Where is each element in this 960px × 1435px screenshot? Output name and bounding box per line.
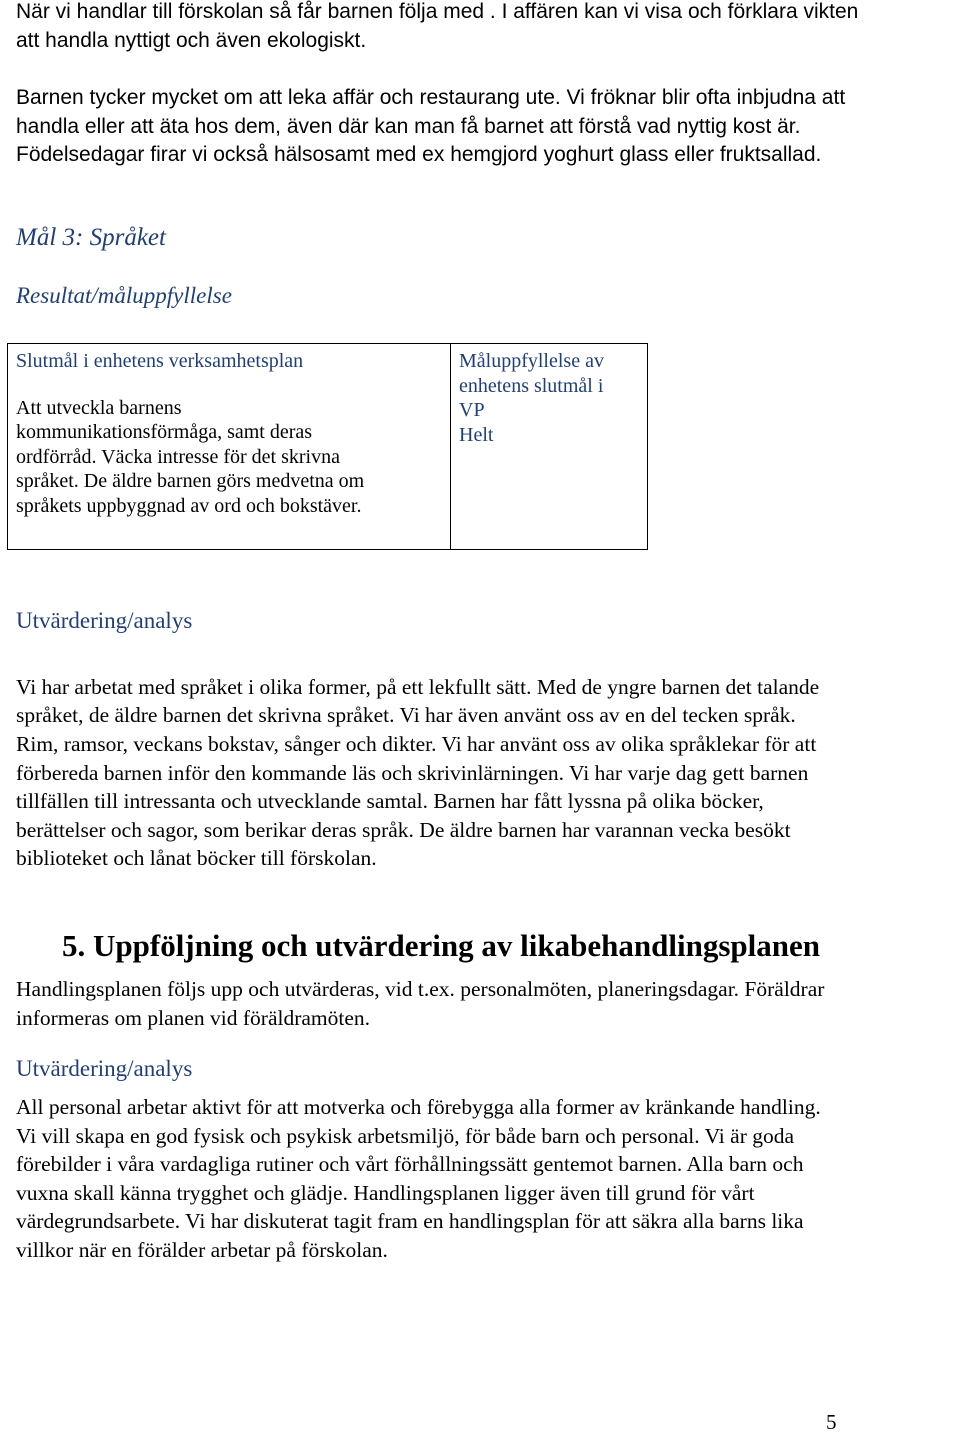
section-5-analysis-line: Vi vill skapa en god fysisk och psykisk arbetsmiljö, för både barn och personal. Vi är goda [16, 1124, 795, 1148]
section-5-analysis-heading: Utvärdering/analys [16, 1056, 193, 1081]
section-5-title: 5. Uppföljning och utvärdering av likabehandlingsplanen [62, 928, 820, 963]
section-5-analysis-line: värdegrundsarbete. Vi har diskuterat tagit fram en handlingsplan för att säkra alla barns lika [16, 1209, 804, 1233]
section-5-analysis-line: vuxna skall känna trygghet och glädje. Handlingsplanen ligger även till grund för vårt [16, 1181, 755, 1205]
goal-3-analysis-line: förbereda barnen inför den kommande läs och skrivinlärningen. Vi har varje dag gett barnen [16, 761, 809, 785]
goal-table [7, 343, 648, 550]
final-goal-line: språket. De äldre barnen görs medvetna om [16, 470, 365, 492]
column-header-final-goal: Slutmål i enhetens verksamhetsplan [16, 350, 304, 372]
section-5-intro-line: Handlingsplanen följs upp och utvärderas, vid t.ex. personalmöten, planeringsdagar. Föräldrar [16, 977, 825, 1001]
column-header-line: enhetens slutmål i [459, 374, 604, 397]
column-header-line: VP [459, 399, 485, 421]
intro-paragraph-1-line-2: att handla nyttigt och även ekologiskt. [16, 29, 367, 52]
intro-paragraph-2-line-2: handla eller att äta hos dem, även där kan man få barnet att förstå vad nyttig kost är. [16, 115, 801, 138]
final-goal-text [16, 396, 442, 519]
fulfilment-value: Helt [459, 423, 494, 446]
intro-paragraph-2-line-3: Födelsedagar firar vi också hälsosamt med ex hemgjord yoghurt glass eller fruktsallad. [16, 143, 822, 166]
goal-table-cell-fulfilment [451, 344, 648, 550]
intro-paragraph-2-line-1: Barnen tycker mycket om att leka affär och restaurang ute. Vi fröknar blir ofta inbjudna att [16, 86, 846, 109]
final-goal-line: Att utveckla barnens [16, 396, 182, 419]
page-number: 5 [826, 1410, 837, 1434]
goal-3-title: Mål 3: Språket [16, 224, 166, 251]
result-heading: Resultat/måluppfyllelse [16, 283, 232, 308]
goal-3-analysis-heading: Utvärdering/analys [16, 608, 193, 633]
column-header-line: Måluppfyllelse av [459, 350, 604, 372]
goal-3-analysis-line: Rim, ramsor, veckans bokstav, sånger och dikter. Vi har använt oss av olika språklekar för att [16, 732, 817, 756]
section-5-intro-line: informeras om planen vid föräldramöten. [16, 1006, 371, 1030]
goal-table-cell-final-goal [8, 344, 451, 550]
table-row [8, 344, 648, 550]
section-5-analysis-line: All personal arbetar aktivt för att motverka och förebygga alla former av kränkande handling. [16, 1095, 821, 1119]
goal-3-analysis-line: Vi har arbetat med språket i olika former, på ett lekfullt sätt. Med de yngre barnen det talande [16, 675, 820, 699]
section-5-analysis-line: förebilder i våra vardagliga rutiner och vårt förhållningssätt gentemot barnen. Alla barn och [16, 1152, 804, 1176]
final-goal-line: språkets uppbyggnad av ord och bokstäver. [16, 494, 362, 517]
final-goal-line: ordförråd. Väcka intresse för det skrivna [16, 445, 340, 468]
goal-3-analysis-line: tillfällen till intressanta och utvecklande samtal. Barnen har fått lyssna på olika böcker, [16, 789, 764, 813]
final-goal-line: kommunikationsförmåga, samt deras [16, 421, 313, 443]
section-5-analysis-line: villkor när en förälder arbetar på förskolan. [16, 1238, 388, 1262]
goal-3-analysis-line: berättelser och sagor, som berikar deras språk. De äldre barnen har varannan vecka besökt [16, 818, 791, 842]
intro-paragraph-1-line-1: När vi handlar till förskolan så får barnen följa med . I affären kan vi visa och förklara vikten [16, 0, 859, 23]
column-header-fulfilment [459, 349, 639, 423]
goal-3-analysis-line: språket, de äldre barnen det skrivna språket. Vi har även använt oss av en del tecken språk. [16, 703, 796, 727]
goal-3-analysis-line: biblioteket och lånat böcker till förskolan. [16, 846, 377, 870]
